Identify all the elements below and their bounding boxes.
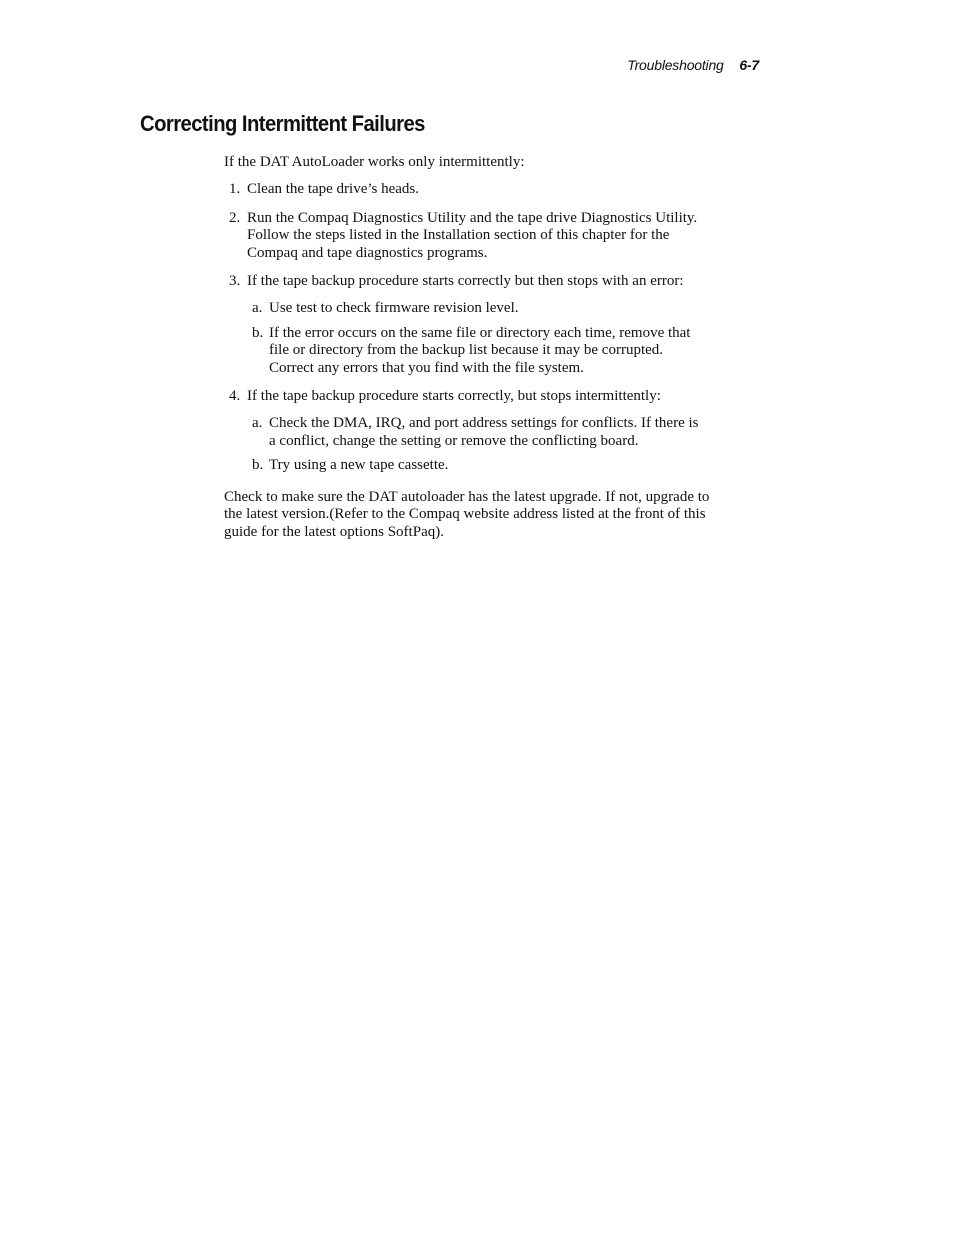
substep-text: Try using a new tape cassette. xyxy=(269,457,449,474)
step-item xyxy=(224,388,724,475)
header-page-number: 6-7 xyxy=(739,57,759,73)
steps-list xyxy=(224,181,724,474)
step-number: 1. xyxy=(229,181,241,198)
step-text: If the tape backup procedure starts correctly, but stops intermittently: xyxy=(247,388,661,405)
closing-paragraph: Check to make sure the DAT autoloader has the latest upgrade. If not, upgrade to the latest version.(Refer to the Compaq website address listed at the front of this guide for the latest options SoftPaq). xyxy=(224,488,710,540)
substep-text: Use test to check firmware revision level. xyxy=(269,300,519,317)
substep-item xyxy=(247,325,724,377)
substep-item xyxy=(247,300,724,317)
substep-letter: a. xyxy=(252,415,263,432)
substeps-list xyxy=(247,415,724,474)
step-item xyxy=(224,210,724,262)
substep-item xyxy=(247,457,724,474)
section-heading: Correcting Intermittent Failures xyxy=(140,111,425,136)
substep-letter: b. xyxy=(252,324,264,341)
step-item xyxy=(224,181,724,198)
running-header xyxy=(627,57,759,73)
substep-text: Check the DMA, IRQ, and port address settings for conflicts. If there is a conflict, change the setting or remove the conflicting board. xyxy=(269,415,699,449)
body-text xyxy=(224,154,724,541)
substep-item xyxy=(247,415,724,450)
substep-letter: b. xyxy=(252,457,264,474)
header-section-title: Troubleshooting xyxy=(627,57,724,73)
step-text: If the tape backup procedure starts correctly but then stops with an error: xyxy=(247,273,684,290)
substep-text: If the error occurs on the same file or directory each time, remove that file or directory from the backup list because it may be corrupted. Correct any errors that you find with the file system. xyxy=(269,324,691,376)
step-item xyxy=(224,273,724,377)
step-number: 2. xyxy=(229,209,241,226)
intro-paragraph: If the DAT AutoLoader works only intermittently: xyxy=(224,154,525,170)
step-text: Run the Compaq Diagnostics Utility and the tape drive Diagnostics Utility. Follow the steps listed in the Installation section of this chapter for the Compaq and tape diagnostics programs. xyxy=(247,209,698,261)
step-number: 4. xyxy=(229,388,241,405)
substep-letter: a. xyxy=(252,300,263,317)
substeps-list xyxy=(247,300,724,377)
step-number: 3. xyxy=(229,273,241,290)
step-text: Clean the tape drive’s heads. xyxy=(247,181,420,198)
